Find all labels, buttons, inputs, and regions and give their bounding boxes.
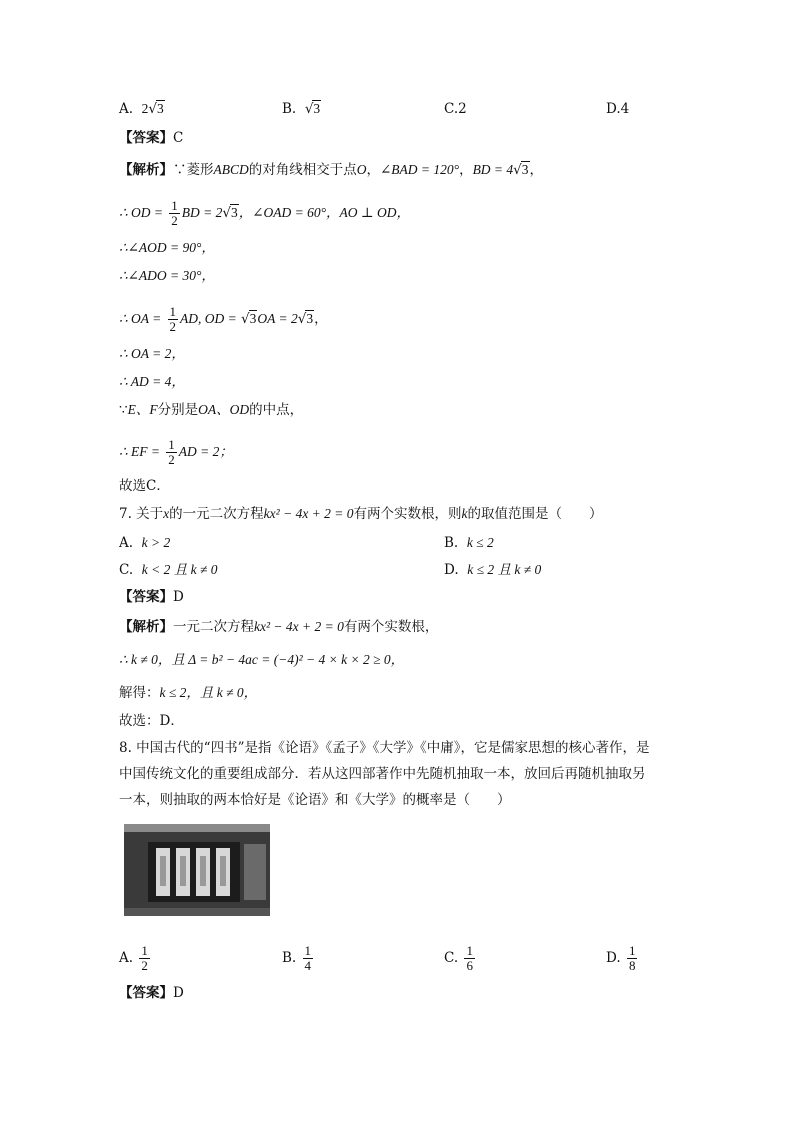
numerator: 1: [171, 198, 178, 213]
q6-analysis-line-6: [119, 344, 185, 364]
numerator: 1: [168, 437, 175, 452]
fraction: [303, 944, 314, 973]
q7-stem: [119, 504, 603, 524]
q6-analysis-line-5: [119, 305, 328, 334]
option-value: 2: [458, 101, 467, 117]
sqrt-symbol: √3: [304, 101, 321, 117]
radicand: 3: [157, 101, 164, 116]
math: k ≤ 2，且 k ≠ 0，: [159, 685, 258, 700]
text: ，: [366, 162, 380, 178]
option-value: k ≤ 2: [466, 535, 494, 550]
option-letter: D.: [606, 950, 621, 966]
book-3: [196, 848, 210, 896]
math: ∴ EF =: [119, 444, 160, 459]
q8-option-b: [282, 944, 315, 973]
text: 有两个实数根，: [343, 619, 439, 635]
option-letter: B.: [282, 950, 297, 966]
option-letter: A.: [119, 101, 134, 117]
radicand: 3: [249, 311, 257, 326]
q6-analysis-line-8: [119, 400, 303, 420]
text: ∵: [119, 402, 128, 418]
text: 故选C．: [119, 478, 170, 494]
option-value: k < 2 且 k ≠ 0: [141, 562, 218, 577]
math: ∴ AD = 4，: [119, 374, 185, 389]
text: ，: [314, 311, 328, 327]
four-books-photo: [124, 824, 270, 916]
q7-option-c: [119, 560, 218, 580]
denominator: 4: [304, 958, 312, 973]
text: 的一元二次方程: [169, 506, 264, 522]
q6-answer: [119, 128, 183, 148]
q8-answer: [119, 983, 184, 1003]
q6-analysis-line-2: [119, 199, 410, 228]
text: ，: [529, 162, 544, 178]
q6-choose: [119, 476, 170, 496]
radicand: 3: [313, 101, 321, 116]
text: 一元二次方程: [173, 619, 254, 635]
q6-option-c: [444, 99, 467, 119]
math: BD = 4: [472, 162, 514, 177]
denominator: 2: [169, 319, 176, 334]
analysis-label: 【解析】: [119, 162, 173, 178]
math: kx² − 4x + 2 = 0: [254, 619, 344, 634]
math: ，∠OAD = 60°，AO ⊥ OD，: [238, 205, 410, 220]
fraction: [464, 944, 475, 973]
option-letter: B.: [282, 101, 297, 117]
q8-option-a: [119, 944, 152, 973]
math: BD = 2: [181, 205, 223, 220]
math: ∴ OA = 2，: [119, 346, 185, 361]
text: 的中点，: [249, 402, 304, 418]
option-letter: B.: [444, 535, 459, 551]
q7-option-a: [119, 533, 170, 553]
text: 8. 中国古代的“四书”是指《论语》《孟子》《大学》《中庸》，它是儒家思想的核心著作，是: [119, 740, 650, 756]
radicand: 3: [306, 311, 314, 326]
option-letter: D.: [444, 562, 459, 578]
option-value: 4: [620, 101, 630, 117]
math: x: [163, 506, 170, 521]
numerator: 1: [141, 943, 148, 958]
analysis-label: 【解析】: [119, 619, 173, 635]
q7-option-d: [444, 560, 541, 580]
math: ∴ OD =: [119, 205, 163, 220]
option-value: k ≤ 2 且 k ≠ 0: [467, 562, 542, 577]
fraction: [169, 199, 180, 228]
book-2: [176, 848, 190, 896]
q8-option-d: [606, 944, 639, 973]
math: AD = 2；: [178, 444, 233, 459]
answer-label: 【答案】: [119, 130, 173, 146]
fraction: [139, 944, 150, 973]
q6-analysis-line-1: [119, 160, 543, 180]
radicand: 3: [230, 205, 238, 220]
option-value: 2: [141, 101, 149, 116]
q8-stem-line-1: [119, 738, 649, 758]
fraction: [168, 305, 179, 334]
text: 的对角线相交于点: [248, 162, 357, 178]
denominator: 6: [466, 958, 473, 973]
option-value: k > 2: [141, 535, 171, 550]
text: ∵菱形: [173, 162, 214, 178]
q7-option-b: [444, 533, 494, 553]
answer-value: D: [173, 589, 184, 605]
book-1: [156, 848, 170, 896]
text: ，: [459, 162, 473, 178]
q7-analysis-line-3: [119, 683, 257, 703]
text: 7. 关于: [119, 506, 164, 522]
q6-analysis-line-3: [119, 238, 215, 258]
option-letter: D.: [606, 101, 621, 117]
numerator: 1: [628, 943, 636, 958]
sqrt-symbol: √3: [148, 101, 164, 117]
q6-option-d: [606, 99, 629, 119]
q8-stem-line-3: [119, 790, 511, 810]
sqrt-symbol: √3: [241, 311, 257, 327]
q7-analysis-line-1: [119, 617, 438, 637]
q6-option-a: [119, 99, 165, 119]
math: OA = 2: [257, 311, 298, 326]
text: 解得：: [119, 685, 160, 701]
sqrt-symbol: √3: [222, 205, 238, 221]
math: E、F: [127, 402, 158, 417]
radicand: 3: [521, 162, 529, 177]
option-letter: A.: [119, 950, 134, 966]
text: 故选：D．: [119, 713, 184, 729]
sqrt-symbol: √3: [513, 162, 529, 178]
math: k: [461, 506, 468, 521]
fraction: [166, 438, 177, 467]
q6-analysis-line-9: [119, 438, 233, 467]
math: ABCD: [213, 162, 249, 177]
answer-value: C: [173, 130, 184, 146]
q6-analysis-line-4: [119, 266, 215, 286]
denominator: 2: [168, 452, 175, 467]
option-letter: A.: [119, 535, 134, 551]
math: AD, OD =: [180, 311, 237, 326]
denominator: 8: [628, 958, 636, 973]
q6-option-b: [282, 99, 321, 119]
q7-analysis-line-2: [119, 650, 404, 670]
numerator: 1: [169, 304, 176, 319]
math: ∴ OA =: [119, 311, 162, 326]
text: 一本，则抽取的两本恰好是《论语》和《大学》的概率是（ ）: [119, 792, 511, 808]
numerator: 1: [466, 943, 473, 958]
math: O: [356, 162, 367, 177]
q8-option-c: [444, 944, 477, 973]
math: ∠BAD = 120°: [380, 162, 460, 177]
fraction: [627, 944, 638, 973]
option-letter: C.: [119, 562, 134, 578]
math: ∴∠AOD = 90°，: [119, 240, 215, 255]
option-letter: C.: [444, 101, 459, 117]
answer-label: 【答案】: [119, 589, 173, 605]
text: 有两个实数根，则: [353, 506, 462, 522]
text: 中国传统文化的重要组成部分．若从这四部著作中先随机抽取一本，放回后再随机抽取另: [119, 766, 646, 782]
math: ∴∠ADO = 30°，: [119, 268, 215, 283]
math: ∴ k ≠ 0，且 Δ = b² − 4ac = (−4)² − 4 × k × 2 ≥ 0，: [119, 652, 405, 667]
math: kx² − 4x + 2 = 0: [263, 506, 354, 521]
text: 的取值范围是（ ）: [467, 506, 603, 522]
q7-choose: [119, 711, 184, 731]
q8-stem-line-2: [119, 764, 646, 784]
denominator: 2: [141, 958, 148, 973]
q7-answer: [119, 587, 184, 607]
sqrt-symbol: √3: [297, 311, 314, 327]
book-4: [216, 848, 230, 896]
answer-value: D: [173, 985, 184, 1001]
q6-analysis-line-7: [119, 372, 185, 392]
option-letter: C.: [444, 950, 459, 966]
denominator: 2: [171, 213, 178, 228]
math: OA、OD: [198, 402, 250, 417]
text: 分别是: [157, 402, 199, 418]
answer-label: 【答案】: [119, 985, 173, 1001]
numerator: 1: [304, 943, 312, 958]
